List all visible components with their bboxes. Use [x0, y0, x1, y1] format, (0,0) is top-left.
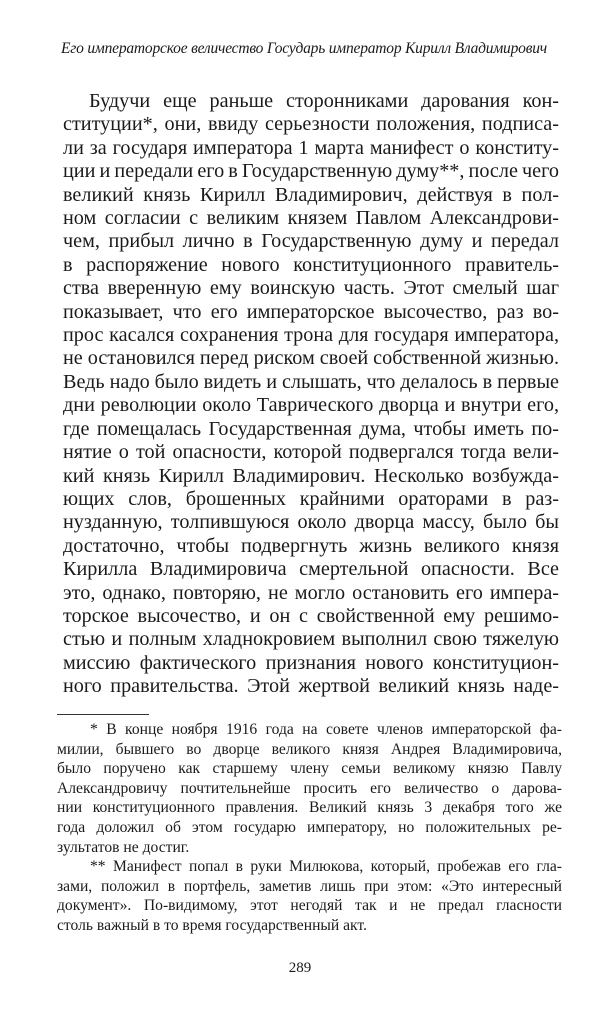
- text-line: где помещалась Государственная дума, чтобы иметь по-: [63, 417, 559, 440]
- page-number: 289: [288, 960, 312, 976]
- text-line: нузданную, толпившуюся около дворца массу, было бы: [63, 511, 559, 534]
- text-line: ли за государя императора 1 марта манифест о конститу-: [63, 136, 559, 159]
- text-line: Ведь надо было видеть и слышать, что делалось в первые: [63, 370, 559, 393]
- footnote-line: зультатов не достиг.: [57, 838, 190, 856]
- text-line: Будучи еще раньше сторонниками дарования кон-: [89, 90, 559, 112]
- footnote-line: зами, положил в портфель, заметив лишь при этом: «Это интересный: [57, 877, 562, 895]
- text-line: ного правительства. Этой жертвой великий князь наде-: [63, 675, 559, 698]
- footnote: [57, 720, 562, 857]
- text-line: великий князь Кирилл Владимирович, действуя в пол-: [63, 183, 559, 206]
- footnote-line: ** Манифест попал в руки Милюкова, который, пробежав его гла-: [90, 858, 562, 876]
- text-line: нятие о той опасности, которой подвергался тогда вели-: [63, 441, 559, 464]
- footnote-line: документ». По-видимому, этот негодяй так и не предал гласности: [57, 897, 562, 915]
- text-line: кий князь Кирилл Владимирович. Несколько возбуждa-: [63, 464, 559, 487]
- text-line: стью и полным хладнокровием выполнил свою тяжелую: [63, 628, 559, 651]
- text-line: ституции*, они, ввиду серьезности положения, подписа-: [63, 113, 559, 136]
- text-line: чем, прибыл лично в Государственную думу и передал: [63, 230, 559, 253]
- footnote-line: * В конце ноября 1916 года на совете членов императорской фа-: [90, 721, 562, 738]
- footnote-line: было поручено как старшему члену семьи великому князю Павлу: [57, 760, 562, 778]
- text-line: показывает, что его императорское высочество, раз во-: [63, 300, 559, 323]
- footnotes: [57, 720, 562, 936]
- footnote-line: Александровичу почтительнейше просить его величество о дарова-: [57, 779, 562, 797]
- text-line: миссию фактического признания нового конституцион-: [63, 651, 559, 674]
- text-line: достаточно, чтобы подвергнуть жизнь великого князя: [63, 534, 559, 557]
- text-line: в распоряжение нового конституционного правитель-: [63, 253, 559, 276]
- text-line: дни революции около Таврического дворца и внутри его,: [63, 394, 559, 417]
- footnote-line: столь важный в то время государственный акт.: [57, 916, 367, 934]
- text-line: ющих слов, брошенных крайними ораторами в раз-: [63, 487, 559, 510]
- text-line: торское высочество, и он с свойственной ему решимо-: [63, 604, 559, 627]
- running-header: Его императорское величество Государь император Кирилл Владимирович: [61, 40, 547, 57]
- text-line: прос касался сохранения трона для государя императора,: [63, 324, 559, 347]
- text-line: это, однако, повторяю, не могло остановить его импера-: [63, 581, 559, 604]
- text-line: не остановился перед риском своей собственной жизнью.: [63, 347, 559, 370]
- footnote-line: милии, бывшего во дворце великого князя Андрея Владимировича,: [57, 740, 562, 758]
- text-line: Кирилла Владимировича смертельной опасности. Все: [63, 558, 559, 581]
- footnote-line: нии конституционного правления. Великий князь 3 декабря того же: [57, 799, 562, 817]
- text-line: ства вверенную ему воинскую часть. Этот смелый шаг: [63, 277, 559, 300]
- text-line: ном согласии с великим князем Павлом Александрови-: [63, 207, 559, 230]
- text-line: ции и передали его в Государственную думу**, после чего: [63, 160, 559, 183]
- main-text: [63, 90, 559, 699]
- footnote-divider: [57, 714, 149, 715]
- footnote: [57, 857, 562, 935]
- footnote-line: года доложил об этом государю императору, но положительных ре-: [57, 818, 562, 836]
